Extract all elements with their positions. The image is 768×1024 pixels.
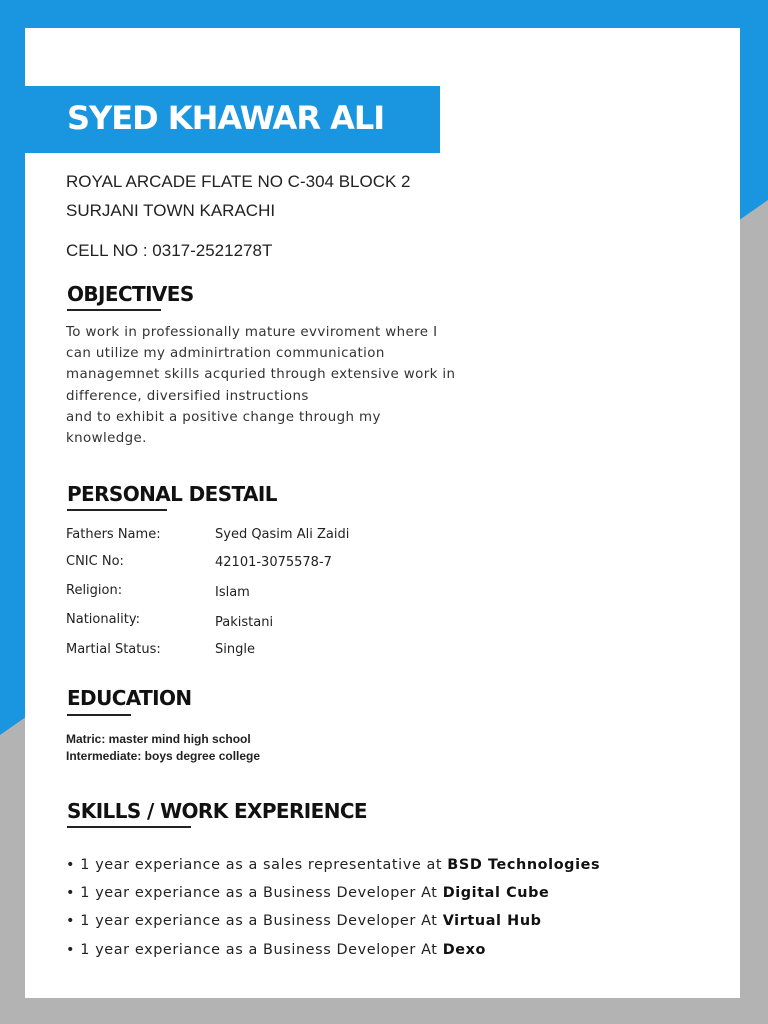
company-name: Digital Cube <box>442 885 550 901</box>
education-heading: EDUCATION <box>67 686 192 710</box>
religion-label: Religion: <box>66 583 123 598</box>
objective-line: can utilize my adminirtration communication <box>66 346 385 362</box>
fathers-name-label: Fathers Name: <box>66 527 161 542</box>
objective-line: managemnet skills acquried through extensive work in <box>66 367 456 383</box>
objectives-underline <box>67 309 161 311</box>
education-item: Matric: master mind high school <box>66 732 251 746</box>
marital-status-value: Single <box>215 642 255 657</box>
address-line-1: ROYAL ARCADE FLATE NO C-304 BLOCK 2 <box>66 172 411 191</box>
skill-item <box>66 885 549 901</box>
marital-status-label: Martial Status: <box>66 642 161 657</box>
skills-heading: SKILLS / WORK EXPERIENCE <box>67 799 367 823</box>
fathers-name-value: Syed Qasim Ali Zaidi <box>215 527 350 542</box>
skill-text: • 1 year experiance as a Business Developer At <box>66 942 443 958</box>
skill-item <box>66 913 542 929</box>
objective-line: To work in professionally mature evviroment where I <box>66 325 438 340</box>
company-name: Dexo <box>442 942 486 958</box>
objective-line: and to exhibit a positive change through my <box>66 409 381 425</box>
nationality-value: Pakistani <box>215 615 274 630</box>
personal-detail-underline <box>67 509 167 511</box>
candidate-name: SYED KHAWAR ALI <box>67 99 385 137</box>
skill-item <box>66 857 600 873</box>
skill-text: • 1 year experiance as a sales representative at <box>66 857 448 873</box>
address-line-2: SURJANI TOWN KARACHI <box>66 201 276 220</box>
skill-item <box>66 942 486 958</box>
religion-value: Islam <box>215 585 250 600</box>
company-name: Virtual Hub <box>442 913 542 929</box>
skill-text: • 1 year experiance as a Business Developer At <box>66 885 443 901</box>
objectives-heading: OBJECTIVES <box>67 282 194 306</box>
skills-underline <box>67 826 191 828</box>
objective-line: difference, diversified instructions <box>66 388 309 404</box>
nationality-label: Nationality: <box>66 612 141 627</box>
cnic-value: 42101-3075578-7 <box>215 555 332 570</box>
cell-number: CELL NO : 0317-2521278T <box>66 241 273 260</box>
education-item: Intermediate: boys degree college <box>66 749 261 763</box>
personal-detail-heading: PERSONAL DESTAIL <box>67 482 277 506</box>
company-name: BSD Technologies <box>447 857 601 873</box>
skill-text: • 1 year experiance as a Business Developer At <box>66 913 443 929</box>
cnic-label: CNIC No: <box>66 554 124 569</box>
education-underline <box>67 714 131 716</box>
objectives-text <box>66 322 506 449</box>
name-banner <box>25 86 440 153</box>
objective-line: knowledge. <box>66 431 147 447</box>
